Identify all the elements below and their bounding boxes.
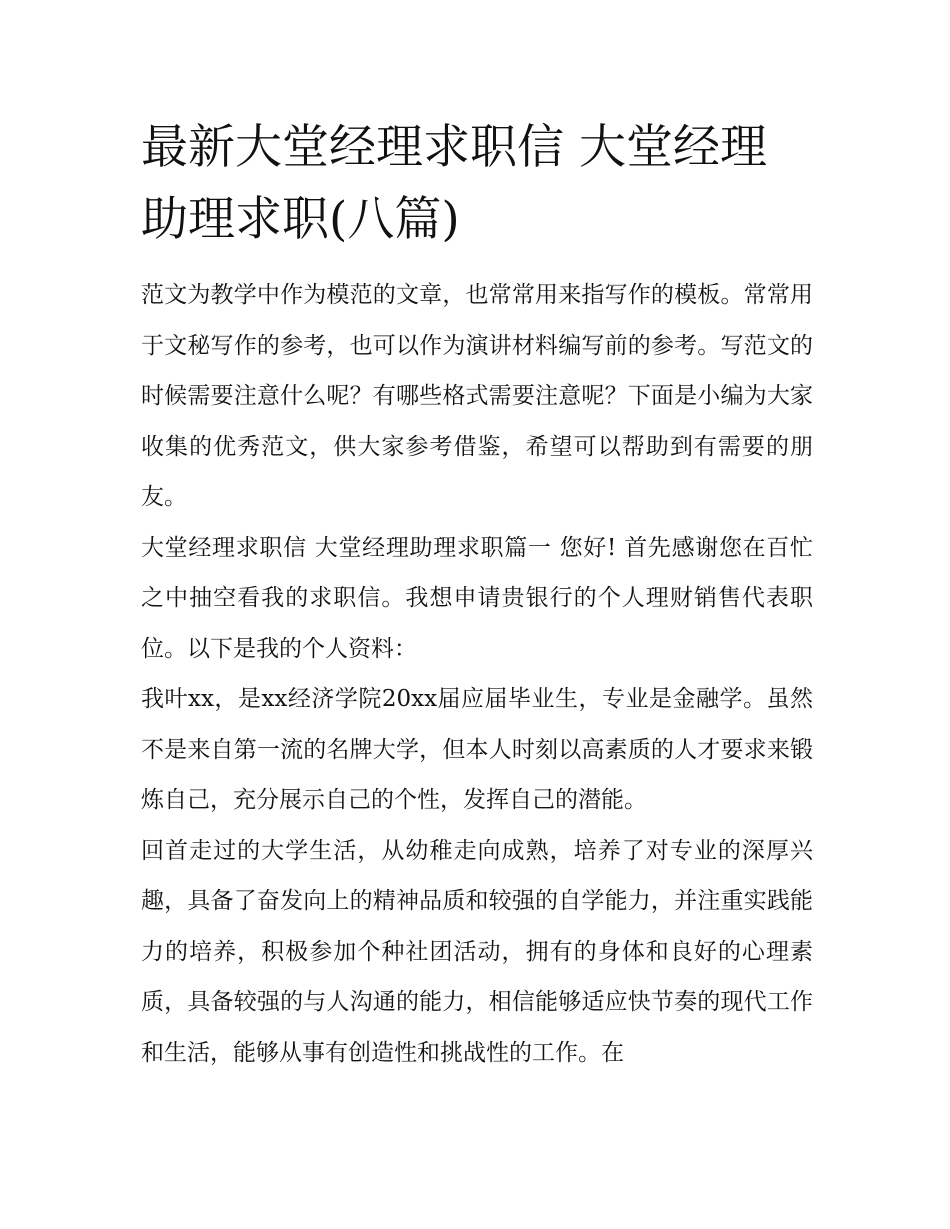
letter-opening-paragraph: 大堂经理求职信 大堂经理助理求职篇一 您好! 首先感谢您在百忙之中抽空看我的求职信。我想申请贵银行的个人理财销售代表职位。以下是我的个人资料： xyxy=(141,534,813,662)
document-page xyxy=(141,112,813,1078)
document-title: 最新大堂经理求职信 大堂经理助理求职(八篇) xyxy=(141,120,767,247)
university-life-paragraph: 回首走过的大学生活，从幼稚走向成熟，培养了对专业的深厚兴趣，具备了奋发向上的精神品质和较强的自学能力，并注重实践能力的培养，积极参加个种社团活动，拥有的身体和良好的心理素质，具备较强的与人沟通的能力，相信能够适应快节奏的现代工作和生活，能够从事有创造性和挑战性的工作。在 xyxy=(141,837,813,1066)
personal-info-paragraph: 我叶xx，是xx经济学院20xx届应届毕业生，专业是金融学。虽然不是来自第一流的名牌大学，但本人时刻以高素质的人才要求来锻炼自己，充分展示自己的个性，发挥自己的潜能。 xyxy=(141,686,813,813)
intro-paragraph: 范文为教学中作为模范的文章，也常常用来指写作的模板。常常用于文秘写作的参考，也可以作为演讲材料编写前的参考。写范文的时候需要注意什么呢？有哪些格式需要注意呢？下面是小编为大家收集的优秀范文，供大家参考借鉴，希望可以帮助到有需要的朋友。 xyxy=(141,282,813,510)
